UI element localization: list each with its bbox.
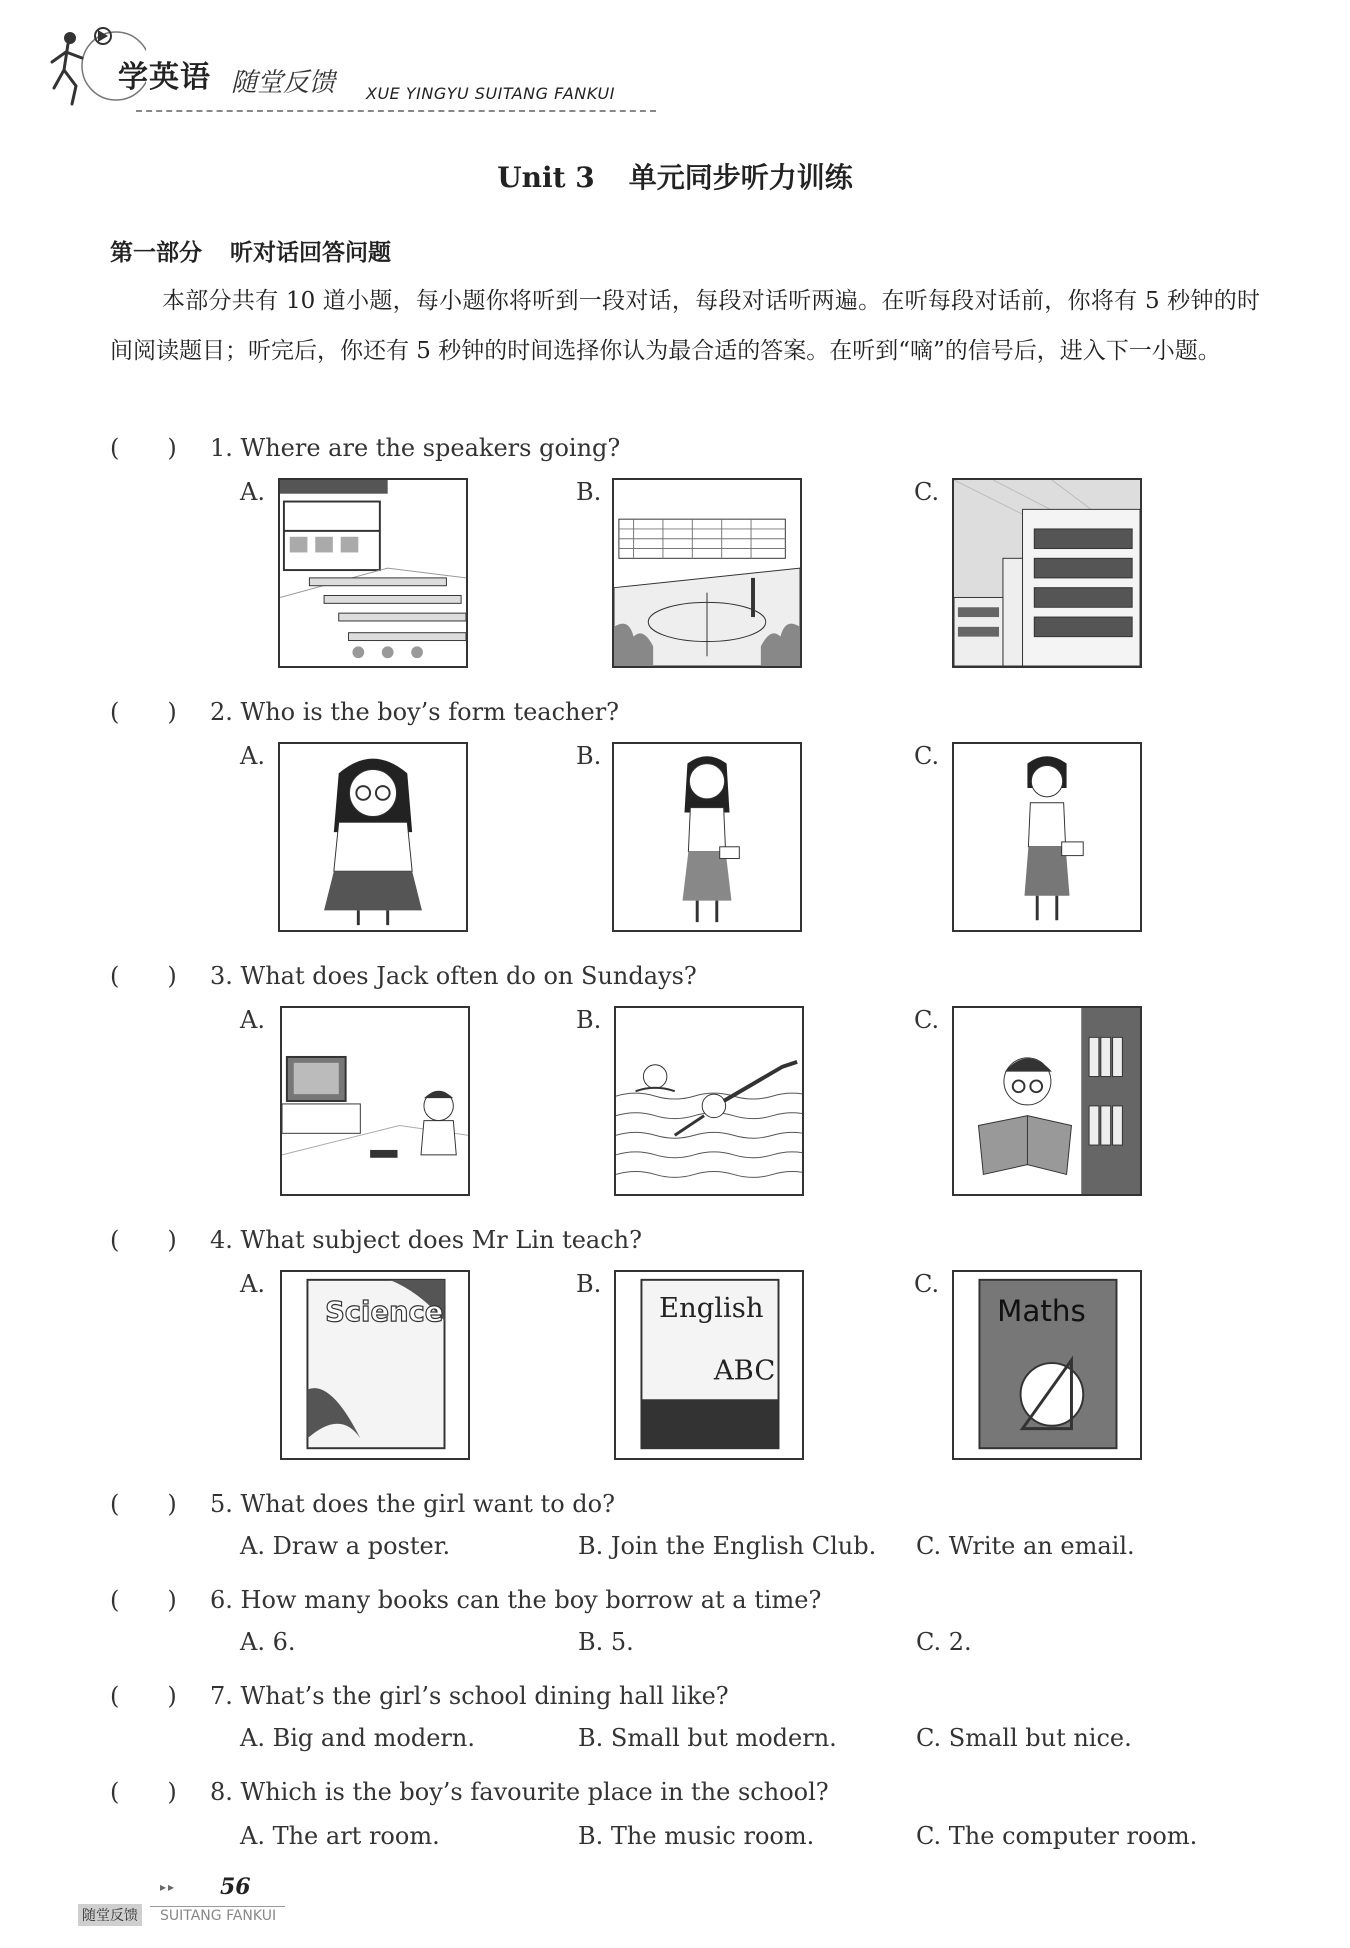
option-a[interactable]: A. 6. <box>240 1628 296 1656</box>
unit-label: Unit 3 <box>497 161 595 194</box>
question-text: What subject does Mr Lin teach? <box>240 1226 643 1254</box>
option-label-a: A. <box>240 742 265 770</box>
option-c[interactable]: C. Write an email. <box>916 1532 1135 1560</box>
answer-blank[interactable]: ( ) <box>110 962 177 990</box>
unit-title: 单元同步听力训练 <box>628 161 853 194</box>
section-part: 第一部分 <box>110 240 202 266</box>
section-heading <box>110 234 391 267</box>
footer-divider <box>150 1906 285 1907</box>
option-a[interactable]: A. Big and modern. <box>240 1724 475 1752</box>
question-number: 7. <box>210 1682 233 1710</box>
question-2 <box>110 692 619 727</box>
question-number: 5. <box>210 1490 233 1518</box>
option-a[interactable]: A. The art room. <box>240 1822 440 1850</box>
header-banner <box>46 26 666 126</box>
header-divider <box>136 110 656 112</box>
option-label-b: B. <box>576 1270 602 1298</box>
brand-title: 学英语 <box>118 60 211 95</box>
option-label-a: A. <box>240 1006 265 1034</box>
option-b[interactable]: B. The music room. <box>578 1822 815 1850</box>
question-text: Who is the boy’s form teacher? <box>240 698 620 726</box>
english-book-abc: ABC <box>713 1355 776 1387</box>
option-b[interactable]: B. Small but modern. <box>578 1724 837 1752</box>
watching-tv-picture[interactable] <box>280 1006 470 1196</box>
question-text: Where are the speakers going? <box>240 434 621 462</box>
option-label-b: B. <box>576 478 602 506</box>
option-b[interactable]: B. 5. <box>578 1628 634 1656</box>
science-book-title: Science <box>325 1296 444 1328</box>
answer-blank[interactable]: ( ) <box>110 434 177 462</box>
english-book-title: English <box>659 1293 764 1325</box>
teacher-glasses-picture[interactable] <box>278 742 468 932</box>
answer-blank[interactable]: ( ) <box>110 1226 177 1254</box>
reading-picture[interactable] <box>952 1006 1142 1196</box>
question-text: What does the girl want to do? <box>240 1490 615 1518</box>
english-book-picture[interactable] <box>614 1270 804 1460</box>
answer-blank[interactable]: ( ) <box>110 1778 177 1806</box>
section-title: 听对话回答问题 <box>230 240 391 266</box>
question-text: Which is the boy’s favourite place in the school? <box>240 1778 829 1806</box>
option-b[interactable]: B. Join the English Club. <box>578 1532 877 1560</box>
option-c[interactable]: C. Small but nice. <box>916 1724 1132 1752</box>
footer-brand: 随堂反馈 <box>78 1904 142 1926</box>
question-text: How many books can the boy borrow at a time? <box>240 1586 822 1614</box>
question-5 <box>110 1484 615 1519</box>
swimming-picture[interactable] <box>614 1006 804 1196</box>
option-label-a: A. <box>240 478 265 506</box>
instructions-paragraph: 本部分共有 10 道小题，每小题你将听到一段对话，每段对话听两遍。在听每段对话前，你将有 5 秒钟的时间阅读题目；听完后，你还有 5 秒钟的时间选择你认为最合适的答案。在听到“嘀”的信号后，进入下一小题。 <box>110 288 1260 364</box>
question-number: 2. <box>210 698 233 726</box>
page-title <box>0 156 1350 196</box>
option-c[interactable]: C. The computer room. <box>916 1822 1198 1850</box>
question-3 <box>110 956 697 991</box>
teacher-long-hair-picture[interactable] <box>612 742 802 932</box>
playground-picture[interactable] <box>612 478 802 668</box>
question-text: What does Jack often do on Sundays? <box>240 962 697 990</box>
option-label-b: B. <box>576 742 602 770</box>
option-a[interactable]: A. Draw a poster. <box>240 1532 451 1560</box>
option-label-c: C. <box>914 478 940 506</box>
question-4 <box>110 1220 642 1255</box>
page-number: 56 <box>220 1874 251 1900</box>
answer-blank[interactable]: ( ) <box>110 698 177 726</box>
question-7 <box>110 1676 729 1711</box>
question-8 <box>110 1772 829 1807</box>
question-number: 3. <box>210 962 233 990</box>
option-label-c: C. <box>914 742 940 770</box>
question-number: 8. <box>210 1778 233 1806</box>
library-picture[interactable] <box>952 478 1142 668</box>
answer-blank[interactable]: ( ) <box>110 1586 177 1614</box>
option-label-a: A. <box>240 1270 265 1298</box>
option-label-b: B. <box>576 1006 602 1034</box>
science-book-picture[interactable] <box>280 1270 470 1460</box>
answer-blank[interactable]: ( ) <box>110 1682 177 1710</box>
brand-pinyin: XUE YINGYU SUITANG FANKUI <box>366 84 615 103</box>
question-6 <box>110 1580 821 1615</box>
question-text: What’s the girl’s school dining hall like? <box>240 1682 729 1710</box>
dining-hall-picture[interactable] <box>278 478 468 668</box>
option-label-c: C. <box>914 1270 940 1298</box>
question-number: 4. <box>210 1226 233 1254</box>
maths-book-picture[interactable] <box>952 1270 1142 1460</box>
footer-pinyin: SUITANG FANKUI <box>160 1908 277 1924</box>
question-1 <box>110 428 620 463</box>
answer-blank[interactable]: ( ) <box>110 1490 177 1518</box>
brand-subtitle: 随堂反馈 <box>231 68 336 98</box>
question-number: 6. <box>210 1586 233 1614</box>
maths-book-title: Maths <box>997 1293 1086 1328</box>
footer-arrow-icon: ▸▸ <box>160 1880 177 1894</box>
question-number: 1. <box>210 434 233 462</box>
option-c[interactable]: C. 2. <box>916 1628 972 1656</box>
teacher-short-hair-picture[interactable] <box>952 742 1142 932</box>
option-label-c: C. <box>914 1006 940 1034</box>
